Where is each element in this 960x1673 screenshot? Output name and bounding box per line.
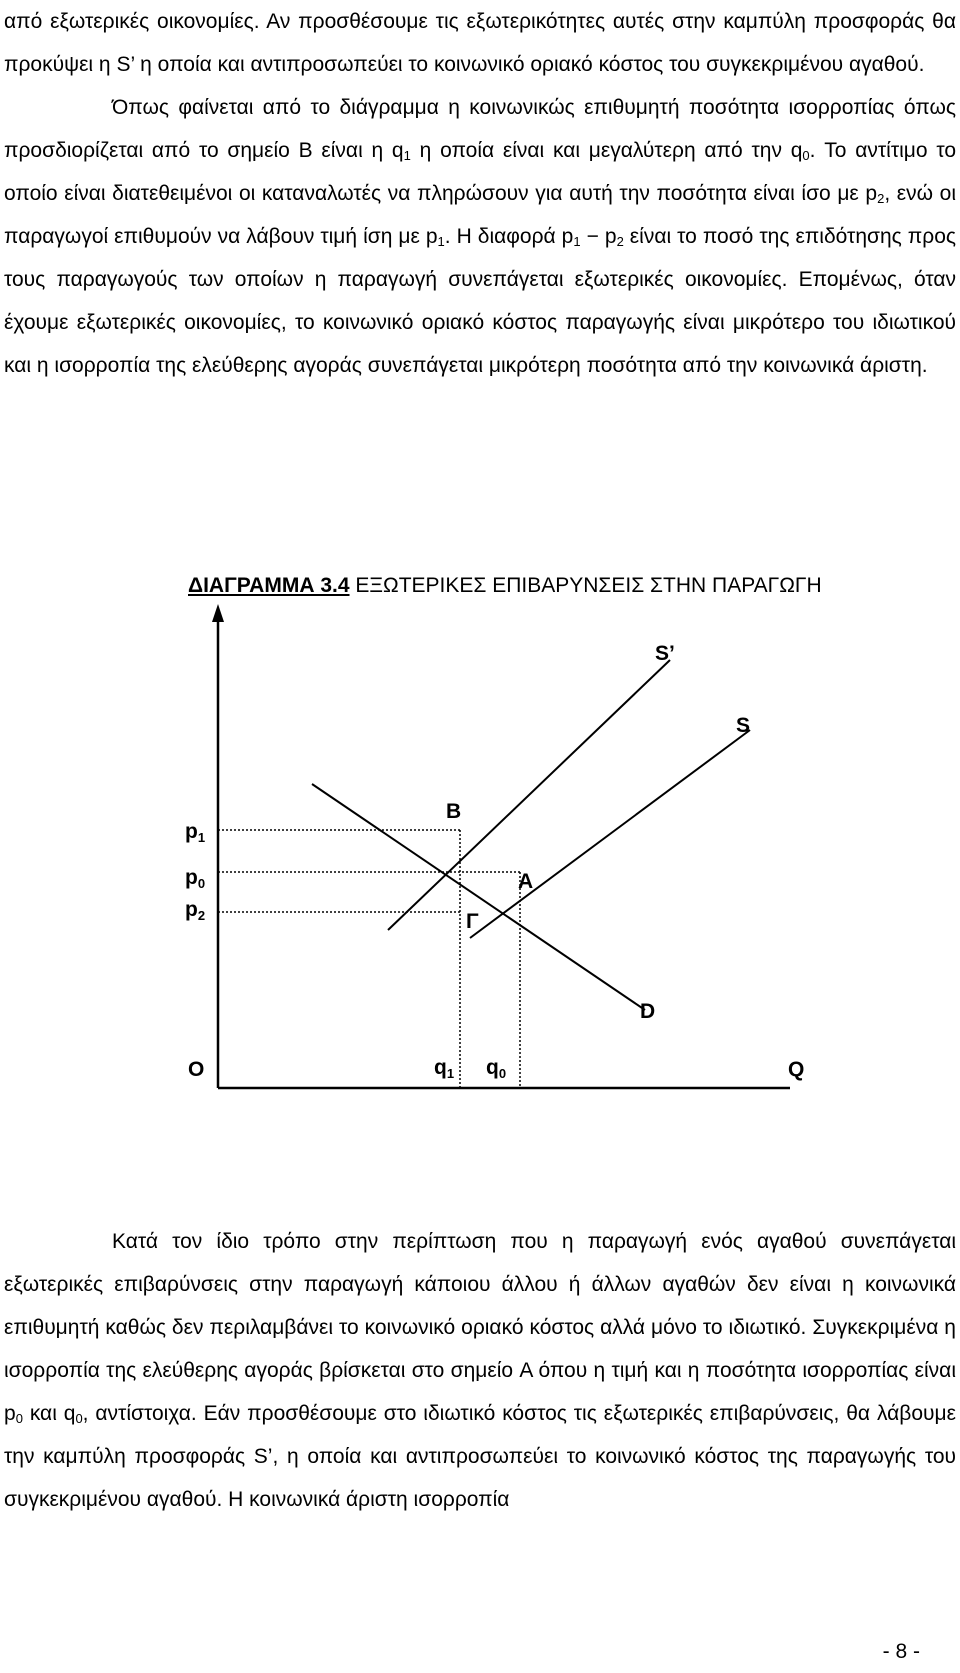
bottom-text-block [4,1220,956,1521]
diagram-number: ΔΙΑΓΡΑΜΜΑ 3.4 [188,574,350,597]
diagram-heading [188,574,822,598]
demand-curve-d [312,784,645,1010]
paragraph-external-costs [4,1220,956,1521]
origin-label: O [188,1058,205,1081]
qty-label-q1: q1 [434,1056,455,1081]
price-label-p1: p1 [185,820,206,845]
subscript: 0 [75,1411,83,1426]
text-run: , ενώ οι παραγωγοί επιθυμούν να λάβουν τιμή ίση με p [4,182,957,248]
text-run: Όπως φαίνεται από το διάγραμμα η κοινωνικώς επιθυμητή ποσότητα ισορροπίας όπως προσδιορίζεται από το σημείο B είναι η q [4,96,956,162]
subscript: 0 [802,148,810,163]
text-run: είναι το ποσό της επιδότησης προς τους παραγωγούς των οποίων η παραγωγή συνεπάγεται εξωτερικές οικονομίες. Επομένως, όταν έχουμε εξωτερικές οικονομίες, το κοινωνικό οριακό κόστος παραγωγής είναι μικρότερο του ιδιωτικού και η ισορροπία της ελεύθερης αγοράς συνεπάγεται μικρότερη ποσότητα από την κοινωνικά άριστη. [4,225,957,377]
supply-demand-diagram [0,600,960,1160]
diagram-title: ΕΞΩΤΕΡΙΚΕΣ ΕΠΙΒΑΡΥΝΣΕΙΣ ΣΤΗΝ ΠΑΡΑΓΩΓΗ [349,574,822,597]
curve-label-s: S [736,714,751,737]
text-line: από εξωτερικές οικονομίες. Αν προσθέσουμε τις εξωτερικότητες αυτές στην καμπύλη [4,10,806,33]
subscript: 1 [437,234,445,249]
subscript: 1 [573,234,581,249]
subscript: 1 [403,148,411,163]
subscript: 2 [616,234,624,249]
text-run: . Η διαφορά p [444,225,574,248]
text-run: − p [580,225,617,248]
top-text-block [4,0,956,387]
qty-label-q0: q0 [486,1056,507,1081]
text-run: και q [22,1402,76,1425]
subscript: 0 [15,1411,23,1426]
text-run: . Το αντίτιμο το οποίο είναι διατεθειμένοι οι καταναλωτές να πληρώσουν για αυτή την ποσότητα είναι ίσο με p [4,139,956,205]
text-run: , αντίστοιχα. Εάν προσθέσουμε στο ιδιωτικό κόστος τις εξωτερικές επιβαρύνσεις, θα λάβουμε την καμπύλη προσφοράς S’, η οποία και αντιπροσωπεύει το κοινωνικό κόστος της παραγωγής του συγκεκριμένου αγαθού. Η κοινωνικά άριστη ισορροπία [4,1402,956,1511]
point-label-gamma: Γ [466,910,479,933]
x-axis-label: Q [788,1058,805,1081]
text-line: προσφοράς θα προκύψει η S’ η οποία και αντιπροσωπεύει το κοινωνικό οριακό [4,10,956,76]
text-run: η οποία είναι και μεγαλύτερη από την q [410,139,803,162]
text-line: κόστος του συγκεκριμένου αγαθού. [598,53,925,76]
curve-label-s-prime: S’ [655,642,675,665]
paragraph-continuation [4,0,956,86]
price-label-p0: p0 [185,866,206,891]
paragraph-equilibrium [4,86,956,387]
supply-curve-s [470,730,750,938]
price-label-p2: p2 [185,898,206,923]
subscript: 2 [877,191,885,206]
y-axis-arrow [212,604,224,622]
page-number: - 8 - [882,1640,920,1663]
text-run: Κατά τον ίδιο τρόπο στην περίπτωση που η παραγωγή ενός αγαθού συνεπάγεται εξωτερικές επιβαρύνσεις στην παραγωγή κάποιου άλλου ή άλλων αγαθών δεν είναι η κοινωνικά επιθυμητή καθώς δεν περιλαμβάνει το κοινωνικό οριακό κόστος αλλά μόνο το ιδιωτικό. Συγκεκριμένα η ισορροπία της ελεύθερης αγοράς βρίσκεται στο σημείο A όπου η τιμή και η ποσότητα ισορροπίας είναι p [4,1230,956,1425]
curve-label-d: D [640,1000,656,1023]
point-label-b: B [446,800,462,823]
point-label-a: A [518,870,534,893]
